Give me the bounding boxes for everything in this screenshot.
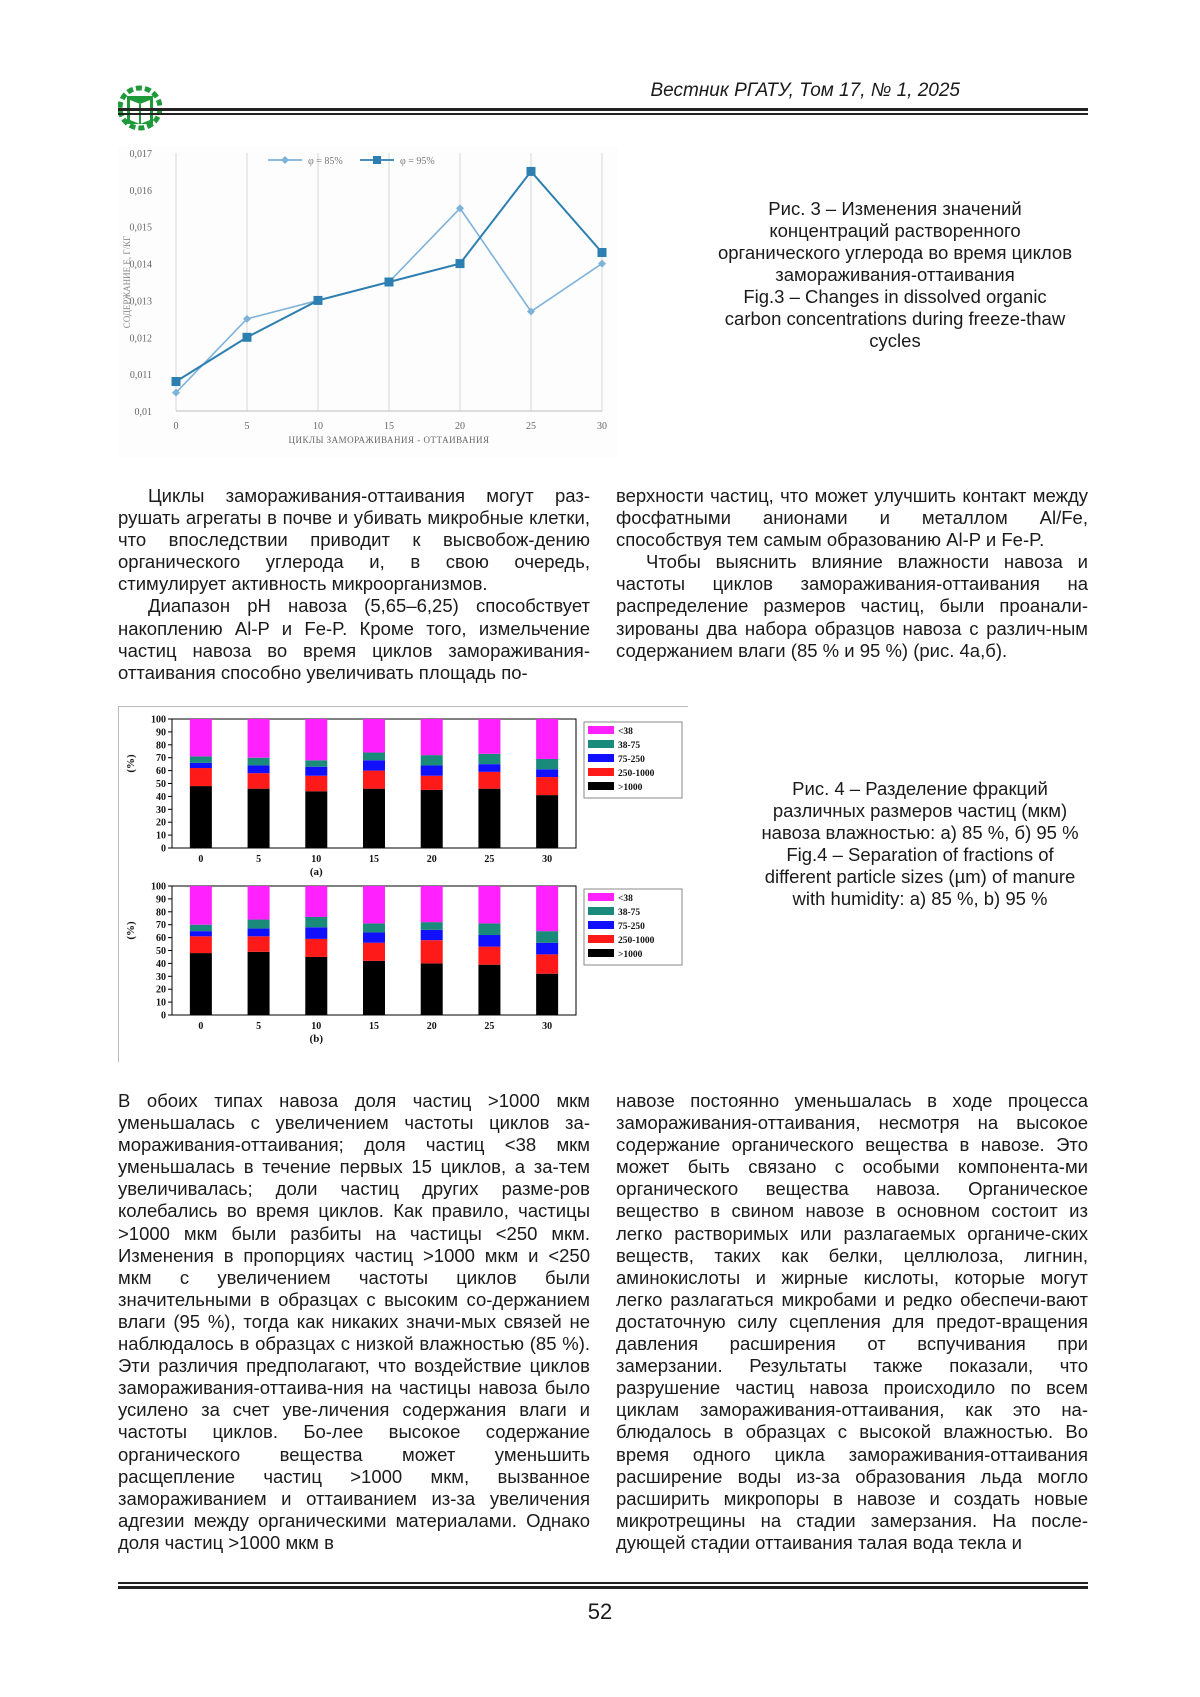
bar-segment (536, 759, 558, 769)
legend-label: 75-250 (618, 755, 645, 765)
paragraph: Диапазон pH навоза (5,65–6,25) способствует накоплению Al-P и Fe-P. Кроме того, измельчение частиц навоза во время циклов замораживания-оттаивания способно увеличивать площадь по- (118, 595, 590, 683)
bar-segment (190, 786, 212, 848)
bar-segment (363, 789, 385, 848)
fig3-caption-en-3: cycles (869, 330, 921, 351)
data-point (243, 333, 252, 342)
x-tick-label: 0 (173, 421, 179, 432)
paragraph: навозе постоянно уменьшалась в ходе процесса замораживания-оттаивания, несмотря на высокое содержание органического вещества в навозе. Это может быть связано с особыми компонента-ми органического вещества навоза. Органическое вещество в свином навозе в основном состоит из легко растворимых или разлагаемых органиче-ских веществ, таких как белки, целлюлоза, лигнин, аминокислоты и жирные кислоты, которые могут легко разлагаться микробами и редко обеспечи-вают достаточную силу сцепления для предот-вращения давления расширения от вспучивания при замерзании. Результаты также показали, что разрушение частиц навоза происходило по всем циклам замораживания-оттаивания, как это на-блюдалось в образцах с высокой влажностью. Во время одного цикла замораживания-оттаивания расширение воды из-за образования льда могло расширить микропоры в навозе и создать новые микротрещины на стадии замерзания. На после-дующей стадии оттаивания талая вода текла и (616, 1090, 1088, 1553)
legend-swatch (588, 921, 614, 929)
legend-label: 250-1000 (618, 769, 655, 779)
bar-segment (190, 719, 212, 756)
legend-swatch (588, 893, 614, 901)
bar-segment (248, 789, 270, 848)
footer-rule-thick (118, 1586, 1088, 1589)
bar-segment (305, 886, 327, 917)
journal-title: Вестник РГАТУ, Том 17, № 1, 2025 (650, 80, 960, 101)
x-tick-label: 5 (256, 1021, 262, 1032)
fig3-caption-en-2: carbon concentrations during freeze-thaw (724, 308, 1066, 329)
legend-label: 38-75 (618, 908, 641, 918)
panel-label: (b) (309, 1033, 324, 1045)
header-rule-thin (118, 113, 1088, 115)
bar-segment (305, 917, 327, 927)
y-tick-label: 0 (161, 1010, 166, 1022)
panel-label: (a) (309, 866, 323, 878)
y-tick-label: 90 (156, 894, 166, 906)
legend-label: φ = 85% (308, 156, 343, 167)
x-tick-label: 10 (311, 1021, 322, 1032)
header-rule-thick (118, 108, 1088, 111)
bar-segment (248, 929, 270, 937)
data-point (385, 278, 394, 287)
x-tick-label: 25 (484, 1021, 495, 1032)
bar-segment (421, 755, 443, 765)
bar-segment (190, 768, 212, 786)
figure-4-caption (720, 778, 1120, 910)
fig3-caption-ru-1: Рис. 3 – Изменения значений (768, 198, 1022, 219)
y-tick-label: 30 (156, 804, 166, 816)
y-axis-label: (%) (125, 754, 137, 773)
x-tick-label: 25 (526, 421, 536, 432)
figure-4-chart (118, 706, 688, 1062)
bar-segment (363, 923, 385, 932)
paragraph: Чтобы выяснить влияние влажности навоза и частоты циклов замораживания-оттаивания на распределение размеров частиц, были проанали-зированы два набора образцов навоза с различ-ным содержанием влаги (85 % и 95 %) (рис. 4а,б). (616, 551, 1088, 661)
y-tick-label: 70 (156, 920, 166, 932)
data-point (527, 167, 536, 176)
bar-segment (421, 765, 443, 775)
legend-swatch (588, 949, 614, 957)
bar-segment (305, 927, 327, 939)
fig3-caption-ru-3: органического углерода во время циклов (717, 242, 1073, 263)
x-tick-label: 10 (313, 421, 323, 432)
figure-3-caption (690, 198, 1100, 352)
y-tick-label: 0,017 (129, 149, 152, 160)
x-tick-label: 0 (198, 1021, 204, 1032)
y-tick-label: 0,012 (129, 333, 152, 345)
y-tick-label: 60 (156, 766, 166, 778)
page-number: 52 (587, 1599, 613, 1624)
y-tick-label: 10 (156, 830, 166, 842)
fig3-caption-ru-4: замораживания-оттаивания (775, 264, 1015, 285)
bar-segment (248, 886, 270, 920)
x-tick-label: 15 (369, 1021, 379, 1032)
bar-segment (478, 935, 500, 947)
bar-segment (421, 940, 443, 963)
bar-segment (305, 719, 327, 760)
bar-segment (190, 936, 212, 953)
legend-label: >1000 (618, 783, 643, 793)
bar-segment (536, 954, 558, 973)
y-tick-label: 30 (156, 971, 166, 983)
bar-segment (248, 952, 270, 1015)
y-tick-label: 20 (156, 817, 166, 829)
bar-segment (363, 753, 385, 761)
figure-3-chart (118, 147, 618, 457)
x-tick-label: 15 (369, 854, 379, 865)
y-tick-label: 100 (151, 881, 166, 893)
y-tick-label: 80 (156, 907, 166, 919)
data-point (598, 248, 607, 257)
bar-segment (536, 769, 558, 777)
y-axis-label: (%) (125, 921, 137, 940)
fig3-caption-en-1: Fig.3 – Changes in dissolved organic (743, 286, 1047, 307)
legend-swatch (588, 754, 614, 762)
bar-segment (363, 961, 385, 1015)
bar-segment (305, 939, 327, 957)
y-tick-label: 0,015 (129, 222, 152, 234)
bar-segment (421, 719, 443, 755)
bar-segment (363, 886, 385, 923)
x-tick-label: 20 (455, 421, 465, 432)
bar-segment (478, 965, 500, 1015)
legend-label: <38 (618, 727, 633, 737)
y-tick-label: 0,014 (129, 259, 152, 271)
bar-segment (478, 754, 500, 764)
bar-segment (536, 719, 558, 759)
bar-segment (478, 764, 500, 772)
legend-swatch (588, 935, 614, 943)
x-axis-label: ЦИКЛЫ ЗАМОРАЖИВАНИЯ - ОТТАИВАНИЯ (288, 435, 490, 445)
column-right-block-2 (616, 1090, 1088, 1554)
legend-swatch (588, 782, 614, 790)
column-left-block-1 (118, 485, 590, 684)
legend-swatch (588, 907, 614, 915)
bar-segment (305, 776, 327, 791)
x-tick-label: 10 (311, 854, 322, 865)
bar-segment (478, 789, 500, 848)
x-tick-label: 20 (426, 854, 437, 865)
bar-segment (190, 886, 212, 925)
fig4-caption-ru-1: Рис. 4 – Разделение фракций (792, 778, 1048, 799)
y-tick-label: 80 (156, 740, 166, 752)
y-tick-label: 0,011 (129, 370, 152, 382)
x-tick-label: 5 (256, 854, 262, 865)
bar-segment (363, 719, 385, 753)
bar-segment (305, 957, 327, 1015)
bar-segment (536, 777, 558, 795)
legend-swatch (588, 726, 614, 734)
fig4-caption-ru-3: навоза влажностью: а) 85 %, б) 95 % (761, 822, 1079, 843)
x-tick-label: 0 (198, 854, 204, 865)
y-tick-label: 0,01 (134, 407, 152, 418)
legend-label: 38-75 (618, 741, 641, 751)
legend-label: <38 (618, 894, 633, 904)
bar-segment (190, 931, 212, 936)
y-tick-label: 10 (156, 997, 166, 1009)
paragraph: В обоих типах навоза доля частиц >1000 мкм уменьшалась с увеличением частоты циклов за-мораживания-оттаивания; доля частиц <38 мкм уменьшалась в течение первых 15 циклов, а за-тем увеличивалась; доли частиц других разме-ров колебались во время циклов. Как правило, частицы >1000 мкм были разбиты на частицы <250 мкм. Изменения в пропорциях частиц >1000 мкм и <250 мкм с увеличением частоты циклов были значительными в образцах с высоким со-держанием влаги (95 %), тогда как никаких значи-мых связей не наблюдалось в образцах с низкой влажностью (85 %). Эти различия предполагают, что воздействие циклов замораживания-оттаива-ния на частицы навоза было усилено за счет уве-личения содержания влаги и частоты циклов. Бо-лее высокое содержание органического вещества может уменьшить расщепление частиц >1000 мкм, вызванное замораживанием и оттаиванием из-за увеличения адгезии между органическими материалами. Однако доля частиц >1000 мкм в (118, 1090, 590, 1553)
bar-segment (536, 974, 558, 1015)
bar-segment (190, 763, 212, 768)
column-left-block-2 (118, 1090, 590, 1554)
y-tick-label: 0,016 (129, 185, 152, 197)
fig4-caption-en-1: Fig.4 – Separation of fractions of (786, 844, 1054, 865)
y-tick-label: 50 (156, 779, 166, 790)
bar-segment (363, 943, 385, 961)
bar-segment (421, 963, 443, 1015)
bar-segment (248, 936, 270, 951)
bar-segment (478, 923, 500, 935)
bar-segment (248, 773, 270, 788)
bar-segment (305, 767, 327, 776)
bar-segment (536, 943, 558, 955)
y-tick-label: 0,013 (129, 296, 152, 308)
y-tick-label: 60 (156, 933, 166, 945)
bar-segment (190, 756, 212, 762)
y-tick-label: 90 (156, 727, 166, 739)
fig4-caption-en-2: different particle sizes (µm) of manure (764, 866, 1076, 887)
fig4-caption-ru-2: различных размеров частиц (мкм) (772, 800, 1068, 821)
legend-label: 75-250 (618, 922, 645, 932)
bar-segment (305, 760, 327, 766)
data-point (314, 296, 323, 305)
bar-segment (536, 795, 558, 848)
data-point (172, 377, 181, 386)
bar-segment (248, 758, 270, 766)
y-tick-label: 40 (156, 791, 166, 803)
y-tick-label: 0 (161, 843, 166, 855)
bar-segment (478, 719, 500, 754)
legend-label: 250-1000 (618, 936, 655, 946)
bar-segment (421, 886, 443, 922)
bar-segment (190, 953, 212, 1015)
x-tick-label: 30 (597, 421, 607, 432)
bar-segment (536, 931, 558, 943)
fig3-caption-ru-2: концентраций растворенного (769, 220, 1021, 241)
paragraph: верхности частиц, что может улучшить контакт между фосфатными анионами и металлом Al/Fe, способствуя тем самым образованию Al-P и Fe-P. (616, 485, 1088, 551)
bar-segment (363, 760, 385, 770)
bar-segment (248, 920, 270, 929)
y-tick-label: 70 (156, 753, 166, 765)
bar-segment (421, 922, 443, 930)
bar-segment (248, 765, 270, 773)
bar-segment (478, 947, 500, 965)
legend-label: >1000 (618, 950, 643, 960)
bar-segment (421, 930, 443, 940)
bar-segment (536, 886, 558, 931)
y-tick-label: 20 (156, 984, 166, 996)
x-tick-label: 25 (484, 854, 495, 865)
x-tick-label: 5 (244, 421, 250, 432)
y-tick-label: 50 (156, 946, 166, 957)
legend-swatch (588, 740, 614, 748)
bar-segment (363, 932, 385, 942)
y-tick-label: 100 (151, 714, 166, 726)
legend-swatch (588, 768, 614, 776)
bar-segment (421, 776, 443, 790)
footer-rule-thin (118, 1582, 1088, 1584)
bar-segment (190, 925, 212, 931)
bar-segment (478, 886, 500, 923)
x-tick-label: 20 (426, 1021, 437, 1032)
y-tick-label: 40 (156, 958, 166, 970)
bar-segment (305, 791, 327, 848)
bar-segment (478, 772, 500, 789)
paragraph: Циклы замораживания-оттаивания могут раз-рушать агрегаты в почве и убивать микробные клетки, что впоследствии приводит к высвобож-дению органического углерода и, в свою очередь, стимулирует активность микроорганизмов. (118, 485, 590, 595)
column-right-block-1 (616, 485, 1088, 662)
x-tick-label: 30 (542, 1021, 553, 1032)
bar-segment (363, 771, 385, 789)
bar-segment (248, 719, 270, 758)
y-axis-label: СОДЕРЖАНИЕ Е, Г/КГ (122, 235, 132, 329)
legend-label: φ = 95% (400, 156, 435, 167)
legend-marker (373, 156, 381, 164)
x-tick-label: 15 (384, 421, 394, 432)
bar-segment (421, 790, 443, 848)
data-point (456, 259, 465, 268)
x-tick-label: 30 (542, 854, 553, 865)
fig4-caption-en-3: with humidity: a) 85 %, b) 95 % (792, 888, 1048, 909)
